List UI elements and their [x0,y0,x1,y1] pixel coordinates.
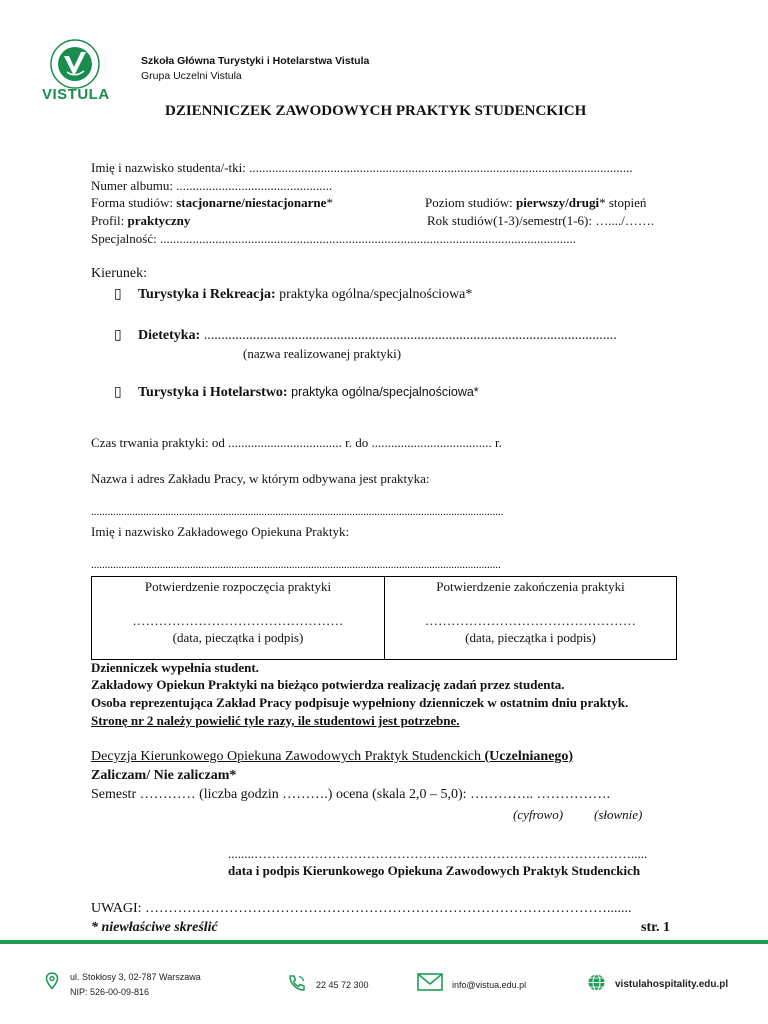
remarks-dots: ………………………………………………………………………………………....... [145,901,632,916]
workplace-dots: ...................................................................................................................................................... [91,506,504,518]
decision-title-bold: (Uczelnianego) [484,749,574,764]
checkbox-icon[interactable]: ▯ [114,287,122,302]
checkbox-icon[interactable]: ▯ [114,328,122,343]
footer-divider [0,940,768,944]
checkbox-icon[interactable]: ▯ [114,385,122,400]
decision-verdict: Zaliczam/ Nie zaliczam* [91,768,237,783]
duration-line: Czas trwania praktyki: od ................................... r. do ..................................... r. [91,435,502,450]
profile-value: praktyczny [127,213,191,228]
student-name-label: Imię i nazwisko studenta/-tki: [91,160,250,175]
location-pin-icon [45,972,59,990]
end-confirmation-dots: ………………………………………… [424,613,637,628]
instruction-4: Stronę nr 2 należy powielić tyle razy, ile studentowi jest potrzebne. [91,713,460,728]
strike-note: * niewłaściwe skreślić [91,920,218,935]
phone-icon [287,974,307,992]
album-dots: ................................................ [176,178,333,193]
end-confirmation-sub: (data, pieczątka i podpis) [465,630,596,645]
study-form-star: * [326,195,333,210]
student-name-dots: ...................................................................................................................... [249,160,633,175]
remarks-line [91,901,632,917]
page-number: str. 1 [641,920,671,935]
footer-website[interactable]: vistulahospitality.edu.pl [615,979,729,990]
globe-icon [587,973,606,992]
year-semester-line: Rok studiów(1-3)/semestr(1-6): …..../……. [427,213,655,228]
option-dietetics[interactable] [114,327,617,344]
footer-nip: NIP: 526-00-09-816 [70,987,150,997]
study-level-value: pierwszy/drugi [516,195,600,210]
album-label: Numer albumu: [91,178,177,193]
profile-label: Profil: [91,213,128,228]
grade-words-label: (słownie) [594,807,643,822]
option-dietetics-name: Dietetyka: [138,328,201,343]
option-tourism-recreation-name: Turystyka i Rekreacja: [138,287,276,302]
confirmation-table [91,576,677,660]
instruction-3: Osoba reprezentująca Zakład Pracy podpisuje wypełniony dzienniczek w ostatnim dniu praktyk. [91,695,629,710]
study-level-line [425,195,646,211]
supervisor-label: Imię i nazwisko Zakładowego Opiekuna Praktyk: [91,524,350,539]
instruction-1: Dzienniczek wypełnia student. [91,660,259,675]
study-form-value: stacjonarne/niestacjonarne [176,195,327,210]
signature-dots: ........……………………………………………………………………………..... [228,846,648,861]
study-form-line [91,195,333,211]
instruction-2: Zakładowy Opiekun Praktyki na bieżąco potwierdza realizację zadań przez studenta. [91,677,565,692]
option-tourism-recreation-text: praktyka ogólna/specjalnościowa* [275,287,473,302]
end-confirmation-cell [385,577,676,659]
specialty-label: Specjalność: [91,231,160,246]
remarks-label: UWAGI: [91,901,146,916]
start-confirmation-sub: (data, pieczątka i podpis) [172,630,304,645]
student-name-line [91,160,633,176]
dietetics-note: (nazwa realizowanej praktyki) [243,346,402,361]
logo-wordmark: VISTULA [42,86,110,103]
study-level-label: Poziom studiów: [425,195,517,210]
group-name: Grupa Uczelni Vistula [141,70,242,82]
option-tourism-hospitality-text: praktyka ogólna/specjalnościowa* [287,385,479,399]
decision-title [91,749,573,765]
specialty-line [91,231,576,247]
study-form-label: Forma studiów: [91,195,177,210]
option-tourism-hospitality-name: Turystyka i Hotelarstwo: [138,385,288,400]
start-confirmation-cell [92,577,385,659]
study-level-suffix: * stopień [599,195,647,210]
option-dietetics-dots: ...................................................................................................................... [200,328,617,343]
start-confirmation-dots: ………………………………………… [132,613,344,628]
footer-address: ul. Stokłosy 3, 02-787 Warszawa [70,972,201,982]
footer-phone[interactable]: 22 45 72 300 [316,980,369,990]
album-line [91,178,332,194]
semester-grade-line: Semestr ………… (liczba godzin ……….) ocena (skala 2,0 – 5,0): ………….. ……………. [91,787,611,802]
profile-line [91,213,190,229]
option-tourism-recreation[interactable] [114,286,472,303]
option-tourism-hospitality[interactable] [114,384,479,401]
signature-label: data i podpis Kierunkowego Opiekuna Zawodowych Praktyk Studenckich [228,863,641,878]
school-name: Szkoła Główna Turystyki i Hotelarstwa Vistula [141,55,370,67]
grade-digits-label: (cyfrowo) [513,807,564,822]
supervisor-dots: ..................................................................................................................................................... [91,559,501,571]
footer-email[interactable]: info@vistua.edu.pl [452,980,527,990]
end-confirmation-title: Potwierdzenie zakończenia praktyki [436,579,625,594]
start-confirmation-title: Potwierdzenie rozpoczęcia praktyki [144,579,332,594]
workplace-label: Nazwa i adres Zakładu Pracy, w którym odbywana jest praktyka: [91,471,430,486]
mail-icon [417,972,443,992]
document-title: DZIENNICZEK ZAWODOWYCH PRAKTYK STUDENCKICH [165,103,587,119]
specialty-dots: ................................................................................................................................ [159,231,576,246]
kierunek-label: Kierunek: [91,266,147,281]
decision-title-text: Decyzja Kierunkowego Opiekuna Zawodowych Praktyk Studenckich [91,749,485,764]
